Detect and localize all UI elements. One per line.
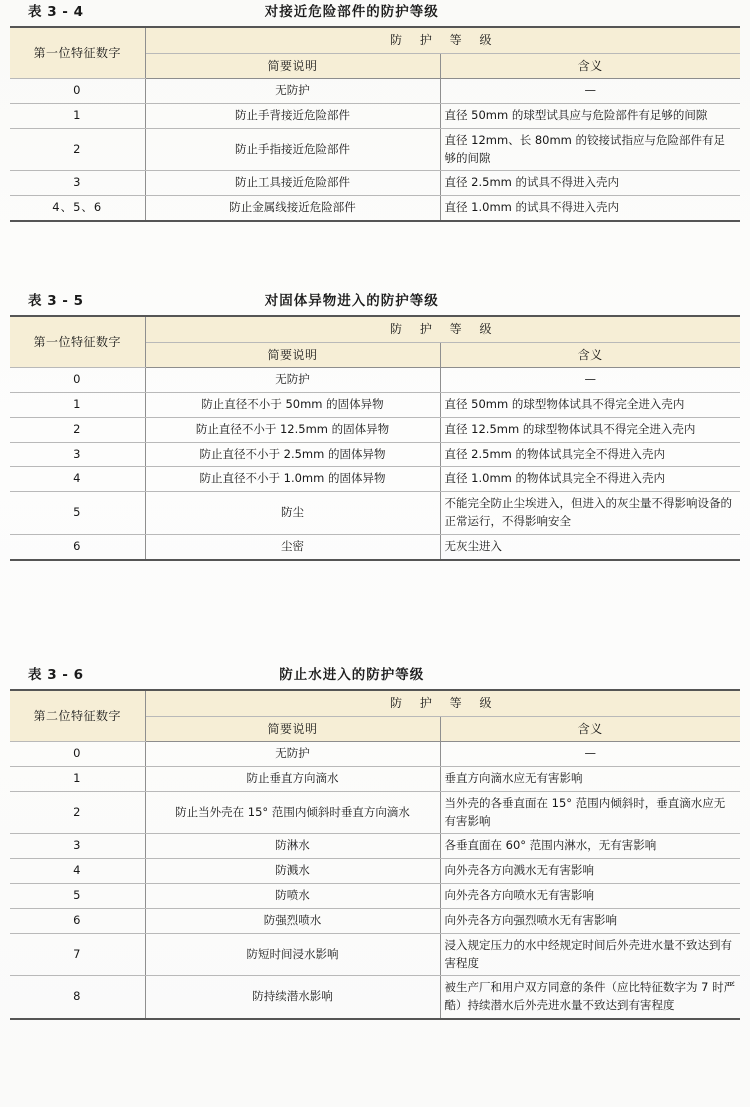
table-row xyxy=(10,908,740,933)
cell-meaning: 直径 12.5mm 的球型物体试具不得完全进入壳内 xyxy=(440,417,740,442)
table-caption-3-6 xyxy=(10,663,740,689)
table-3-4-body xyxy=(10,27,740,221)
header-first-characteristic-numeral: 第一位特征数字 xyxy=(10,27,145,79)
header-brief-description: 简要说明 xyxy=(145,716,440,742)
cell-characteristic-numeral: 2 xyxy=(10,791,145,834)
cell-meaning: — xyxy=(440,368,740,393)
cell-characteristic-numeral: 3 xyxy=(10,171,145,196)
cell-brief-description: 防止直径不小于 50mm 的固体异物 xyxy=(145,393,440,418)
cell-brief-description: 防溅水 xyxy=(145,859,440,884)
cell-brief-description: 防淋水 xyxy=(145,834,440,859)
cell-meaning: 被生产厂和用户双方同意的条件（应比特征数字为 7 时严酷）持续潜水后外壳进水量不致达到有害程度 xyxy=(440,976,740,1019)
cell-brief-description: 无防护 xyxy=(145,79,440,104)
cell-characteristic-numeral: 2 xyxy=(10,128,145,171)
cell-meaning: 无灰尘进入 xyxy=(440,534,740,559)
header-protection-grade: 防 护 等 级 xyxy=(145,690,740,716)
cell-brief-description: 防止垂直方向滴水 xyxy=(145,767,440,792)
header-protection-grade: 防 护 等 级 xyxy=(145,316,740,342)
cell-brief-description: 防喷水 xyxy=(145,884,440,909)
cell-brief-description: 无防护 xyxy=(145,742,440,767)
cell-meaning: 直径 2.5mm 的物体试具完全不得进入壳内 xyxy=(440,442,740,467)
cell-characteristic-numeral: 1 xyxy=(10,393,145,418)
cell-meaning: 当外壳的各垂直面在 15° 范围内倾斜时，垂直滴水应无有害影响 xyxy=(440,791,740,834)
cell-characteristic-numeral: 0 xyxy=(10,79,145,104)
cell-meaning: 垂直方向滴水应无有害影响 xyxy=(440,767,740,792)
cell-brief-description: 无防护 xyxy=(145,368,440,393)
cell-meaning: 不能完全防止尘埃进入，但进入的灰尘量不得影响设备的正常运行，不得影响安全 xyxy=(440,492,740,535)
table-3-6-body xyxy=(10,690,740,1019)
header-protection-grade: 防 护 等 级 xyxy=(145,27,740,53)
cell-meaning: 直径 1.0mm 的试具不得进入壳内 xyxy=(440,196,740,221)
cell-characteristic-numeral: 4 xyxy=(10,859,145,884)
header-second-characteristic-numeral: 第二位特征数字 xyxy=(10,690,145,742)
cell-characteristic-numeral: 7 xyxy=(10,933,145,976)
table-block-3-4 xyxy=(10,0,740,222)
table-row xyxy=(10,467,740,492)
cell-brief-description: 防止金属线接近危险部件 xyxy=(145,196,440,221)
table-row xyxy=(10,417,740,442)
cell-meaning: 各垂直面在 60° 范围内淋水，无有害影响 xyxy=(440,834,740,859)
cell-characteristic-numeral: 0 xyxy=(10,742,145,767)
header-brief-description: 简要说明 xyxy=(145,342,440,368)
table-row xyxy=(10,859,740,884)
cell-characteristic-numeral: 1 xyxy=(10,767,145,792)
header-meaning: 含义 xyxy=(440,53,740,79)
cell-brief-description: 防止当外壳在 15° 范围内倾斜时垂直方向滴水 xyxy=(145,791,440,834)
table-row xyxy=(10,742,740,767)
cell-brief-description: 防持续潜水影响 xyxy=(145,976,440,1019)
cell-brief-description: 防止手指接近危险部件 xyxy=(145,128,440,171)
table-row xyxy=(10,393,740,418)
cell-characteristic-numeral: 4、5、6 xyxy=(10,196,145,221)
cell-meaning: 直径 50mm 的球型试具应与危险部件有足够的间隙 xyxy=(440,104,740,129)
cell-characteristic-numeral: 0 xyxy=(10,368,145,393)
cell-meaning: 向外壳各方向强烈喷水无有害影响 xyxy=(440,908,740,933)
cell-meaning: 直径 2.5mm 的试具不得进入壳内 xyxy=(440,171,740,196)
cell-characteristic-numeral: 3 xyxy=(10,442,145,467)
cell-characteristic-numeral: 6 xyxy=(10,534,145,559)
cell-meaning: 直径 50mm 的球型物体试具不得完全进入壳内 xyxy=(440,393,740,418)
cell-characteristic-numeral: 8 xyxy=(10,976,145,1019)
header-first-characteristic-numeral: 第一位特征数字 xyxy=(10,316,145,368)
cell-characteristic-numeral: 6 xyxy=(10,908,145,933)
table-row xyxy=(10,492,740,535)
cell-brief-description: 防止直径不小于 12.5mm 的固体异物 xyxy=(145,417,440,442)
table-row xyxy=(10,79,740,104)
cell-characteristic-numeral: 5 xyxy=(10,884,145,909)
table-row xyxy=(10,128,740,171)
cell-brief-description: 防止直径不小于 2.5mm 的固体异物 xyxy=(145,442,440,467)
table-caption-3-4 xyxy=(10,0,740,26)
cell-meaning: 向外壳各方向喷水无有害影响 xyxy=(440,884,740,909)
table-row xyxy=(10,534,740,559)
table-row xyxy=(10,976,740,1019)
table-row xyxy=(10,196,740,221)
cell-characteristic-numeral: 4 xyxy=(10,467,145,492)
cell-brief-description: 防短时间浸水影响 xyxy=(145,933,440,976)
table-row xyxy=(10,884,740,909)
cell-meaning: — xyxy=(440,742,740,767)
table-caption-number: 表 3 - 4 xyxy=(28,4,84,20)
table-header-row-group xyxy=(10,690,740,716)
table-row xyxy=(10,368,740,393)
cell-characteristic-numeral: 5 xyxy=(10,492,145,535)
header-meaning: 含义 xyxy=(440,342,740,368)
protection-grade-table-3-4 xyxy=(10,26,740,222)
table-header-row-group xyxy=(10,27,740,53)
cell-characteristic-numeral: 3 xyxy=(10,834,145,859)
cell-meaning: 浸入规定压力的水中经规定时间后外壳进水量不致达到有害程度 xyxy=(440,933,740,976)
table-row xyxy=(10,933,740,976)
table-row xyxy=(10,442,740,467)
table-row xyxy=(10,834,740,859)
table-block-3-5 xyxy=(10,289,740,561)
header-brief-description: 简要说明 xyxy=(145,53,440,79)
cell-brief-description: 尘密 xyxy=(145,534,440,559)
table-row xyxy=(10,104,740,129)
cell-brief-description: 防止工具接近危险部件 xyxy=(145,171,440,196)
protection-grade-table-3-6 xyxy=(10,689,740,1020)
protection-grade-table-3-5 xyxy=(10,315,740,561)
cell-brief-description: 防止手背接近危险部件 xyxy=(145,104,440,129)
table-caption-number: 表 3 - 6 xyxy=(28,667,84,683)
table-caption-3-5 xyxy=(10,289,740,315)
cell-meaning: — xyxy=(440,79,740,104)
table-caption-title: 对接近危险部件的防护等级 xyxy=(264,4,439,20)
table-row xyxy=(10,767,740,792)
table-3-5-body xyxy=(10,316,740,560)
table-row xyxy=(10,171,740,196)
cell-characteristic-numeral: 2 xyxy=(10,417,145,442)
table-row xyxy=(10,791,740,834)
table-caption-number: 表 3 - 5 xyxy=(28,293,84,309)
cell-brief-description: 防止直径不小于 1.0mm 的固体异物 xyxy=(145,467,440,492)
table-block-3-6 xyxy=(10,663,740,1020)
cell-meaning: 直径 12mm、长 80mm 的铰接试指应与危险部件有足够的间隙 xyxy=(440,128,740,171)
cell-meaning: 向外壳各方向溅水无有害影响 xyxy=(440,859,740,884)
cell-brief-description: 防尘 xyxy=(145,492,440,535)
header-meaning: 含义 xyxy=(440,716,740,742)
cell-characteristic-numeral: 1 xyxy=(10,104,145,129)
cell-meaning: 直径 1.0mm 的物体试具完全不得进入壳内 xyxy=(440,467,740,492)
cell-brief-description: 防强烈喷水 xyxy=(145,908,440,933)
table-caption-title: 对固体异物进入的防护等级 xyxy=(264,293,439,309)
table-caption-title: 防止水进入的防护等级 xyxy=(279,667,425,683)
table-header-row-group xyxy=(10,316,740,342)
